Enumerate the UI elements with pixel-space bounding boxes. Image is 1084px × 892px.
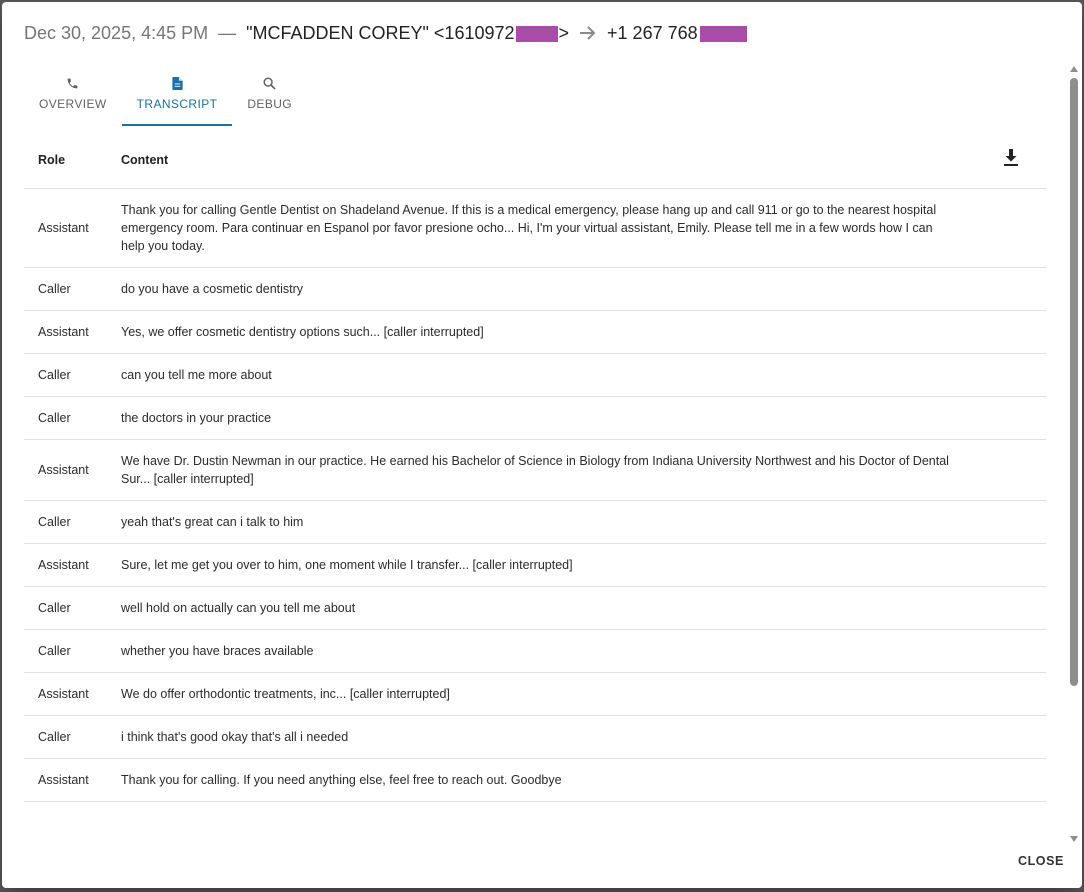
- table-row: [24, 672, 1046, 715]
- content-cell: We have Dr. Dustin Newman in our practice. He earned his Bachelor of Science in Biology from Indiana University Northwest and his Doctor of Dental Sur... [caller interrupted]: [107, 439, 1046, 500]
- tab-debug[interactable]: [232, 72, 307, 126]
- content-cell: can you tell me more about: [107, 353, 1046, 396]
- document-icon: [172, 75, 183, 91]
- phone-icon: [66, 75, 79, 91]
- scroll-up-icon[interactable]: [1069, 64, 1079, 74]
- tab-bar: [24, 72, 307, 126]
- role-cell: Caller: [24, 353, 107, 396]
- table-row: [24, 353, 1046, 396]
- role-cell: Assistant: [24, 310, 107, 353]
- table-row: [24, 310, 1046, 353]
- arrow-right-icon: [579, 25, 597, 41]
- caller-id: [246, 23, 569, 44]
- role-cell: Caller: [24, 629, 107, 672]
- table-row: [24, 629, 1046, 672]
- content-cell: i think that's good okay that's all i needed: [107, 715, 1046, 758]
- call-date: Dec 30, 2025, 4:45 PM: [24, 22, 209, 43]
- table-row: [24, 188, 1046, 267]
- content-cell: do you have a cosmetic dentistry: [107, 267, 1046, 310]
- called-number: [607, 23, 748, 44]
- caller-id-suffix: >: [558, 22, 570, 43]
- redaction-block: [516, 26, 558, 42]
- role-cell: Assistant: [24, 188, 107, 267]
- tab-transcript-label: TRANSCRIPT: [136, 97, 218, 111]
- tab-overview[interactable]: [24, 72, 122, 126]
- scroll-down-icon[interactable]: [1069, 834, 1079, 844]
- called-number-text: +1 267 768: [607, 22, 698, 43]
- table-row: [24, 543, 1046, 586]
- content-cell: well hold on actually can you tell me about: [107, 586, 1046, 629]
- caller-id-text: "MCFADDEN COREY" <1610972: [246, 22, 515, 43]
- tab-debug-label: DEBUG: [247, 97, 293, 111]
- content-cell: yeah that's great can i talk to him: [107, 500, 1046, 543]
- role-cell: Caller: [24, 267, 107, 310]
- table-header-row: [24, 132, 1046, 188]
- content-cell: whether you have braces available: [107, 629, 1046, 672]
- content-cell: Thank you for calling Gentle Dentist on Shadeland Avenue. If this is a medical emergency, please hang up and call 911 or go to the nearest hospital emergency room. Para continuar en Espanol por favor presione ocho... Hi, I'm your virtual assistant, Emily. Please tell me in a few words how I can help you today.: [107, 188, 1046, 267]
- role-cell: Assistant: [24, 672, 107, 715]
- scrollbar-thumb[interactable]: [1070, 78, 1078, 686]
- content-cell: We do offer orthodontic treatments, inc... [caller interrupted]: [107, 672, 1046, 715]
- redaction-block: [700, 26, 747, 42]
- search-icon: [263, 75, 276, 91]
- content-cell: Thank you for calling. If you need anything else, feel free to reach out. Goodbye: [107, 758, 1046, 801]
- table-row: [24, 267, 1046, 310]
- content-cell: Yes, we offer cosmetic dentistry options such... [caller interrupted]: [107, 310, 1046, 353]
- download-header-cell: [976, 132, 1046, 188]
- table-row: [24, 586, 1046, 629]
- call-detail-dialog: [2, 2, 1082, 888]
- table-row: [24, 439, 1046, 500]
- role-cell: Assistant: [24, 758, 107, 801]
- table-row: [24, 715, 1046, 758]
- role-cell: Caller: [24, 396, 107, 439]
- table-row: [24, 396, 1046, 439]
- header-separator: —: [218, 22, 237, 43]
- transcript-table: [24, 132, 1046, 802]
- table-row: [24, 758, 1046, 801]
- table-row: [24, 500, 1046, 543]
- role-cell: Caller: [24, 715, 107, 758]
- role-cell: Assistant: [24, 439, 107, 500]
- content-cell: Sure, let me get you over to him, one moment while I transfer... [caller interrupted]: [107, 543, 1046, 586]
- tab-transcript[interactable]: [122, 72, 233, 126]
- close-button[interactable]: CLOSE: [1017, 854, 1064, 868]
- content-column-header: Content: [107, 132, 976, 188]
- role-cell: Caller: [24, 586, 107, 629]
- role-column-header: Role: [24, 132, 107, 188]
- content-cell: the doctors in your practice: [107, 396, 1046, 439]
- transcript-table-container[interactable]: [24, 132, 1046, 844]
- dialog-header: [24, 18, 748, 48]
- role-cell: Assistant: [24, 543, 107, 586]
- vertical-scrollbar[interactable]: [1069, 64, 1079, 844]
- download-icon[interactable]: [1003, 149, 1019, 167]
- tab-overview-label: OVERVIEW: [39, 97, 107, 111]
- role-cell: Caller: [24, 500, 107, 543]
